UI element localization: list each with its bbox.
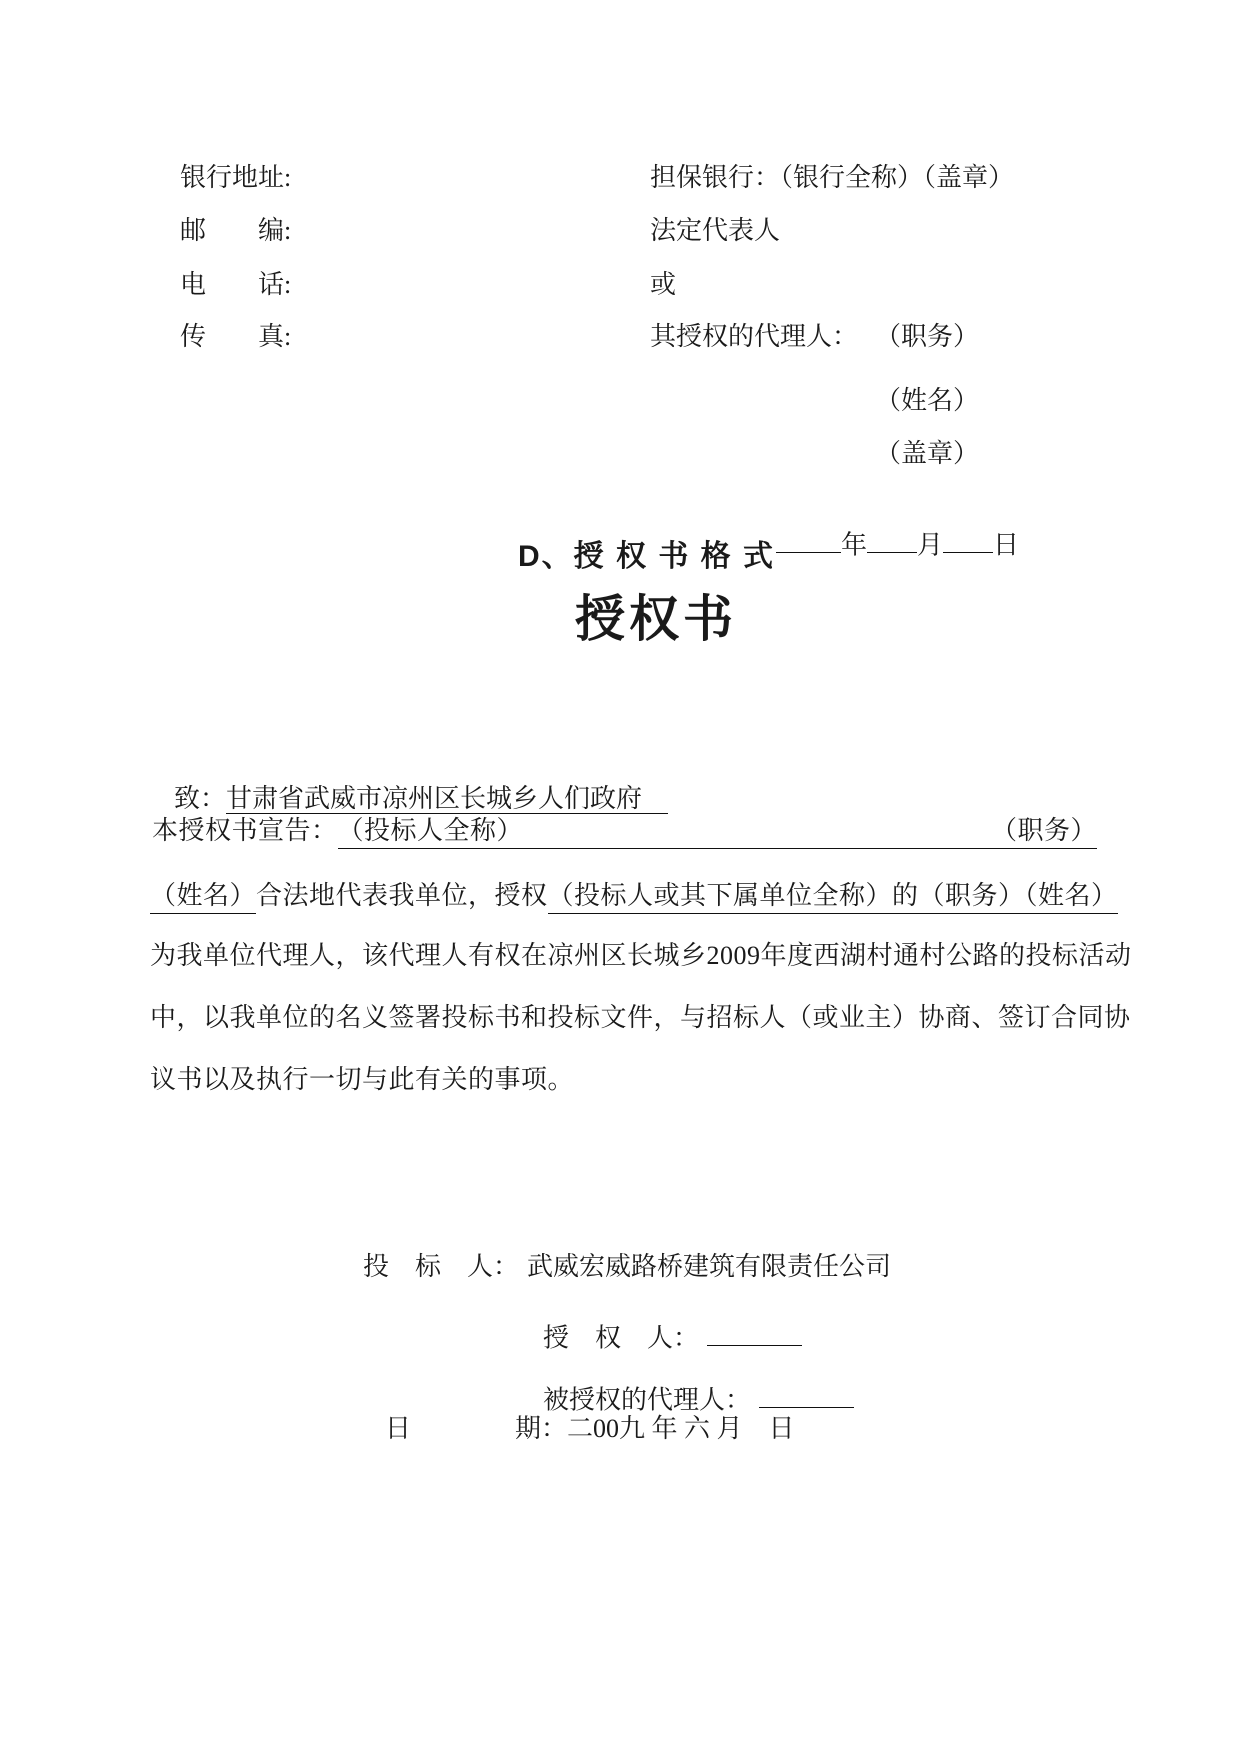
agent-blank-line (759, 1380, 854, 1408)
bank-address-label: 银行地址: (180, 163, 292, 192)
day-label: 日 (993, 529, 1020, 559)
fax-label: 传 真: (180, 322, 292, 351)
body-line-6: 议书以及执行一切与此有关的事项。 (150, 1065, 575, 1094)
bidder-label: 投 标 人： (363, 1251, 520, 1281)
body-line-4: 为我单位代理人，该代理人有权在凉州区长城乡2009年度西湖村通村公路的投标活动 (150, 941, 1132, 970)
to-value-underlined: 甘肃省武威市凉州区长城乡人们政府 (226, 784, 668, 814)
line3-underlined-text: （投标人或其下属单位全称）的（职务）（姓名） (547, 881, 1118, 910)
year-label: 年 (841, 529, 868, 559)
body-line-3 (150, 880, 1118, 914)
name1-paren-underlined: （姓名） (150, 880, 256, 914)
postal-code-label: 邮 编: (180, 216, 292, 245)
authorizer-blank-line (707, 1318, 802, 1346)
bidder-fullname-paren: （投标人全称） (337, 816, 524, 845)
authorizer-label: 授 权 人： (543, 1322, 700, 1352)
authorized-agent-label: 其授权的代理人： (650, 322, 859, 351)
month-blank-line (867, 525, 917, 553)
year-blank-line (776, 525, 841, 553)
body-line-5: 中，以我单位的名义签署投标书和投标文件，与招标人（或业主）协商、签订合同协 (150, 1003, 1131, 1032)
line3-underlined-fill (548, 880, 1118, 914)
or-label: 或 (650, 270, 677, 299)
section-title: D、授 权 书 格 式 (518, 540, 776, 573)
bidder-company-name: 武威宏威路桥建筑有限责任公司 (527, 1251, 892, 1281)
agent-seal-paren: （盖章） (875, 439, 980, 468)
agent-position-paren: （职务） (875, 322, 980, 351)
page-title: 授权书 (575, 591, 737, 647)
line3-mid-text: 合法地代表我单位，授权 (256, 881, 548, 910)
agent-name-paren: （姓名） (875, 386, 980, 415)
guarantee-bank-line: 担保银行：（银行全称）（盖章） (650, 163, 1015, 192)
declaration-line (152, 815, 1097, 849)
agent-sign-label: 被授权的代理人： (543, 1384, 752, 1414)
blank-date-line (750, 492, 1019, 594)
legal-representative-label: 法定代表人 (650, 216, 781, 245)
declare-label: 本授权书宣告： (152, 816, 338, 845)
phone-label: 电 话: (180, 270, 292, 299)
footer-date-line: 日 期：二00九 年 六 月 日 (385, 1414, 795, 1443)
position1-paren: （职务） (990, 816, 1097, 845)
day-blank-line (943, 525, 993, 553)
month-label: 月 (917, 529, 944, 559)
to-label: 致： (174, 783, 227, 813)
declare-fill-line (338, 815, 1097, 849)
